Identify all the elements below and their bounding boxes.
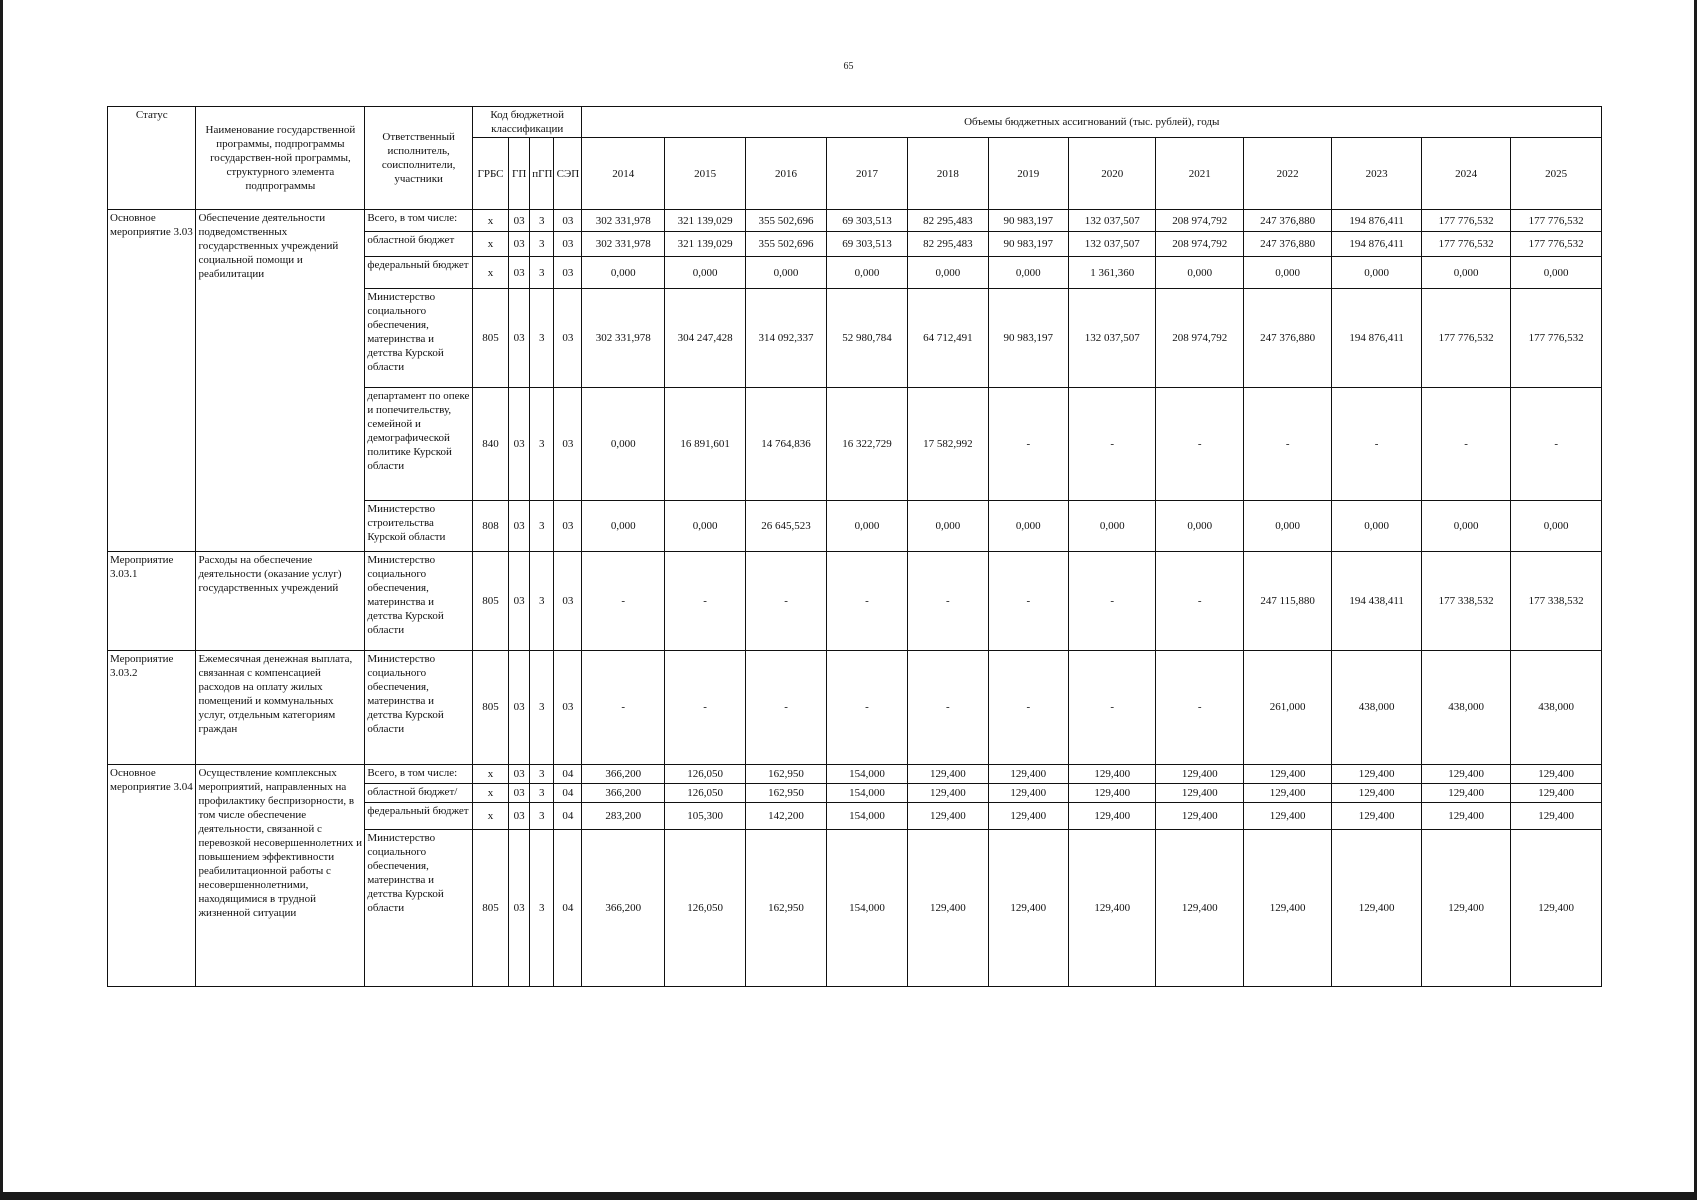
budget-value-cell: 129,400	[988, 830, 1068, 987]
budget-value-cell: -	[988, 650, 1068, 764]
budget-value-cell: 90 983,197	[988, 289, 1068, 388]
page-number: 65	[843, 61, 854, 72]
budget-value-cell: 129,400	[1069, 784, 1156, 802]
budget-value-cell: 129,400	[1243, 764, 1331, 783]
code-sep: 03	[554, 232, 582, 256]
header-year: 2021	[1156, 138, 1243, 210]
budget-value-cell: 438,000	[1511, 650, 1602, 764]
budget-value-cell: 321 139,029	[664, 210, 745, 232]
budget-value-cell: 302 331,978	[582, 210, 664, 232]
code-gp: 03	[509, 650, 530, 764]
table-row	[108, 210, 1602, 232]
row-responsible: департамент по опеке и попечительству, семейной и демографической политике Курской области	[365, 388, 473, 501]
row-responsible: федеральный бюджет	[365, 802, 473, 829]
budget-value-cell: 0,000	[1332, 501, 1421, 552]
code-pgp: 3	[530, 256, 554, 289]
header-budget-volume: Объемы бюджетных ассигнований (тыс. рублей), годы	[582, 107, 1602, 138]
code-sep: 03	[554, 289, 582, 388]
budget-value-cell: 0,000	[908, 501, 988, 552]
row-responsible: федеральный бюджет	[365, 256, 473, 289]
code-gp: 03	[509, 784, 530, 802]
row-program-name: Обеспечение деятельности подведомственных государственных учреждений социальной помощи и реабилитации	[196, 210, 365, 552]
header-budget-code: Код бюджетной классификации	[472, 107, 582, 138]
budget-value-cell: 321 139,029	[664, 232, 745, 256]
budget-value-cell: 132 037,507	[1069, 210, 1156, 232]
budget-value-cell: 69 303,513	[826, 232, 907, 256]
code-pgp: 3	[530, 388, 554, 501]
budget-value-cell: 129,400	[1332, 764, 1421, 783]
budget-value-cell: 69 303,513	[826, 210, 907, 232]
budget-value-cell: 26 645,523	[746, 501, 826, 552]
budget-value-cell: 0,000	[582, 501, 664, 552]
code-sep: 03	[554, 256, 582, 289]
budget-value-cell: -	[1069, 552, 1156, 651]
code-grbs: x	[472, 802, 508, 829]
budget-value-cell: 129,400	[1156, 830, 1243, 987]
budget-value-cell: 129,400	[1332, 830, 1421, 987]
header-code-grbs: ГРБС	[472, 138, 508, 210]
budget-value-cell: -	[988, 388, 1068, 501]
budget-value-cell: 0,000	[1156, 256, 1243, 289]
code-grbs: 808	[472, 501, 508, 552]
budget-value-cell: -	[746, 650, 826, 764]
row-status: Основное мероприятие 3.03	[108, 210, 196, 552]
budget-value-cell: 302 331,978	[582, 289, 664, 388]
budget-value-cell: -	[988, 552, 1068, 651]
code-gp: 03	[509, 501, 530, 552]
budget-value-cell: 132 037,507	[1069, 232, 1156, 256]
budget-value-cell: 129,400	[988, 784, 1068, 802]
code-sep: 03	[554, 210, 582, 232]
code-sep: 03	[554, 650, 582, 764]
code-pgp: 3	[530, 210, 554, 232]
code-sep: 03	[554, 501, 582, 552]
budget-value-cell: 0,000	[988, 501, 1068, 552]
budget-value-cell: 194 876,411	[1332, 289, 1421, 388]
budget-value-cell: 129,400	[1511, 764, 1602, 783]
budget-value-cell: 0,000	[664, 501, 745, 552]
code-grbs: x	[472, 232, 508, 256]
code-pgp: 3	[530, 289, 554, 388]
budget-value-cell: -	[908, 650, 988, 764]
budget-value-cell: 16 322,729	[826, 388, 907, 501]
budget-value-cell: 302 331,978	[582, 232, 664, 256]
budget-allocation-table	[107, 106, 1602, 987]
budget-value-cell: 64 712,491	[908, 289, 988, 388]
budget-value-cell: -	[826, 650, 907, 764]
budget-value-cell: 247 376,880	[1243, 289, 1331, 388]
code-gp: 03	[509, 289, 530, 388]
budget-value-cell: -	[1332, 388, 1421, 501]
code-sep: 04	[554, 784, 582, 802]
code-gp: 03	[509, 830, 530, 987]
budget-value-cell: 129,400	[1156, 764, 1243, 783]
budget-value-cell: 129,400	[1332, 802, 1421, 829]
budget-value-cell: 82 295,483	[908, 232, 988, 256]
budget-value-cell: 129,400	[1243, 784, 1331, 802]
row-responsible: Министерство социального обеспечения, материнства и детства Курской области	[365, 552, 473, 651]
header-year: 2024	[1421, 138, 1510, 210]
budget-value-cell: 154,000	[826, 784, 907, 802]
budget-value-cell: 0,000	[1156, 501, 1243, 552]
budget-value-cell: -	[1243, 388, 1331, 501]
budget-value-cell: 208 974,792	[1156, 289, 1243, 388]
code-pgp: 3	[530, 764, 554, 783]
budget-value-cell: 129,400	[908, 764, 988, 783]
budget-value-cell: 0,000	[1243, 256, 1331, 289]
budget-value-cell: -	[1156, 650, 1243, 764]
row-responsible: Министерство социального обеспечения, материнства и детства Курской области	[365, 830, 473, 987]
budget-value-cell: 90 983,197	[988, 232, 1068, 256]
budget-value-cell: 129,400	[1069, 830, 1156, 987]
budget-value-cell: 0,000	[746, 256, 826, 289]
budget-value-cell: 90 983,197	[988, 210, 1068, 232]
header-responsible: Ответственный исполнитель, соисполнители, участники	[365, 107, 473, 210]
budget-value-cell: -	[1421, 388, 1510, 501]
code-sep: 03	[554, 552, 582, 651]
budget-value-cell: 0,000	[1069, 501, 1156, 552]
code-grbs: 840	[472, 388, 508, 501]
header-code-gp: ГП	[509, 138, 530, 210]
code-grbs: 805	[472, 289, 508, 388]
code-grbs: x	[472, 784, 508, 802]
row-responsible: Министерство социального обеспечения, материнства и детства Курской области	[365, 289, 473, 388]
budget-value-cell: 247 376,880	[1243, 210, 1331, 232]
row-status: Мероприятие 3.03.1	[108, 552, 196, 651]
budget-value-cell: 162,950	[746, 764, 826, 783]
header-code-pgp: пГП	[530, 138, 554, 210]
budget-value-cell: 126,050	[664, 784, 745, 802]
code-sep: 04	[554, 830, 582, 987]
budget-value-cell: 366,200	[582, 784, 664, 802]
budget-value-cell: 129,400	[1421, 830, 1510, 987]
budget-value-cell: 177 338,532	[1511, 552, 1602, 651]
code-grbs: x	[472, 210, 508, 232]
budget-value-cell: 438,000	[1332, 650, 1421, 764]
budget-value-cell: 162,950	[746, 830, 826, 987]
budget-value-cell: 82 295,483	[908, 210, 988, 232]
code-gp: 03	[509, 210, 530, 232]
budget-value-cell: 52 980,784	[826, 289, 907, 388]
budget-value-cell: -	[1156, 388, 1243, 501]
code-pgp: 3	[530, 650, 554, 764]
budget-value-cell: -	[582, 650, 664, 764]
code-grbs: x	[472, 764, 508, 783]
header-year: 2023	[1332, 138, 1421, 210]
budget-value-cell: 177 776,532	[1421, 210, 1510, 232]
budget-value-cell: 129,400	[908, 802, 988, 829]
row-responsible: Министерство социального обеспечения, материнства и детства Курской области	[365, 650, 473, 764]
header-year: 2014	[582, 138, 664, 210]
row-program-name: Ежемесячная денежная выплата, связанная с компенсацией расходов на оплату жилых помещений и коммунальных услуг, отдельным категориям граждан	[196, 650, 365, 764]
budget-value-cell: 0,000	[1332, 256, 1421, 289]
code-gp: 03	[509, 256, 530, 289]
budget-value-cell: 129,400	[1421, 784, 1510, 802]
header-code-sep: СЭП	[554, 138, 582, 210]
budget-value-cell: 177 776,532	[1511, 210, 1602, 232]
budget-value-cell: 0,000	[664, 256, 745, 289]
budget-value-cell: 0,000	[582, 388, 664, 501]
code-pgp: 3	[530, 802, 554, 829]
budget-value-cell: 194 438,411	[1332, 552, 1421, 651]
row-status: Мероприятие 3.03.2	[108, 650, 196, 764]
code-grbs: x	[472, 256, 508, 289]
budget-value-cell: -	[664, 650, 745, 764]
budget-value-cell: 126,050	[664, 764, 745, 783]
code-gp: 03	[509, 388, 530, 501]
row-program-name: Расходы на обеспечение деятельности (оказание услуг) государственных учреждений	[196, 552, 365, 651]
budget-value-cell: 129,400	[1511, 830, 1602, 987]
header-year: 2016	[746, 138, 826, 210]
budget-value-cell: -	[908, 552, 988, 651]
budget-value-cell: 1 361,360	[1069, 256, 1156, 289]
budget-value-cell: 129,400	[1243, 830, 1331, 987]
budget-value-cell: 16 891,601	[664, 388, 745, 501]
budget-value-cell: 14 764,836	[746, 388, 826, 501]
table-row	[108, 764, 1602, 783]
budget-value-cell: 129,400	[1421, 802, 1510, 829]
budget-value-cell: 126,050	[664, 830, 745, 987]
budget-value-cell: 129,400	[988, 802, 1068, 829]
code-pgp: 3	[530, 784, 554, 802]
budget-value-cell: 162,950	[746, 784, 826, 802]
header-year: 2015	[664, 138, 745, 210]
budget-value-cell: 177 776,532	[1511, 232, 1602, 256]
row-program-name: Осуществление комплексных мероприятий, направленных на профилактику беспризорности, в том числе обеспечение деятельности, связанной с перевозкой несовершеннолетних и повышением эффективности реабилитационной работы с несовершеннолетними, находящимися в трудной жизненной ситуации	[196, 764, 365, 986]
budget-value-cell: 177 776,532	[1421, 289, 1510, 388]
budget-value-cell: 129,400	[1069, 802, 1156, 829]
budget-value-cell: 0,000	[1421, 501, 1510, 552]
header-year: 2022	[1243, 138, 1331, 210]
row-responsible: областной бюджет/	[365, 784, 473, 802]
budget-value-cell: 261,000	[1243, 650, 1331, 764]
budget-value-cell: 129,400	[988, 764, 1068, 783]
budget-value-cell: 314 092,337	[746, 289, 826, 388]
row-status: Основное мероприятие 3.04	[108, 764, 196, 986]
budget-value-cell: -	[1156, 552, 1243, 651]
budget-value-cell: -	[746, 552, 826, 651]
budget-value-cell: 247 376,880	[1243, 232, 1331, 256]
code-pgp: 3	[530, 232, 554, 256]
budget-value-cell: 142,200	[746, 802, 826, 829]
budget-value-cell: 129,400	[1156, 802, 1243, 829]
code-pgp: 3	[530, 552, 554, 651]
budget-value-cell: 194 876,411	[1332, 210, 1421, 232]
budget-value-cell: 17 582,992	[908, 388, 988, 501]
table-body	[108, 210, 1602, 987]
budget-value-cell: 0,000	[1511, 256, 1602, 289]
budget-value-cell: 132 037,507	[1069, 289, 1156, 388]
budget-value-cell: -	[1069, 650, 1156, 764]
budget-value-cell: 154,000	[826, 830, 907, 987]
budget-value-cell: 177 776,532	[1421, 232, 1510, 256]
code-grbs: 805	[472, 650, 508, 764]
header-year: 2025	[1511, 138, 1602, 210]
budget-value-cell: 355 502,696	[746, 210, 826, 232]
budget-value-cell: 129,400	[1069, 764, 1156, 783]
code-gp: 03	[509, 764, 530, 783]
budget-value-cell: 0,000	[988, 256, 1068, 289]
budget-value-cell: 283,200	[582, 802, 664, 829]
budget-value-cell: 129,400	[1332, 784, 1421, 802]
budget-value-cell: 366,200	[582, 830, 664, 987]
budget-value-cell: 304 247,428	[664, 289, 745, 388]
budget-value-cell: 194 876,411	[1332, 232, 1421, 256]
header-year: 2017	[826, 138, 907, 210]
budget-value-cell: 129,400	[908, 830, 988, 987]
budget-value-cell: -	[826, 552, 907, 651]
budget-value-cell: 0,000	[1511, 501, 1602, 552]
code-gp: 03	[509, 802, 530, 829]
header-year: 2019	[988, 138, 1068, 210]
budget-value-cell: 0,000	[826, 256, 907, 289]
budget-value-cell: 366,200	[582, 764, 664, 783]
budget-value-cell: 129,400	[1156, 784, 1243, 802]
table-row	[108, 650, 1602, 764]
budget-value-cell: 0,000	[826, 501, 907, 552]
row-responsible: Всего, в том числе:	[365, 764, 473, 783]
code-grbs: 805	[472, 552, 508, 651]
budget-value-cell: 208 974,792	[1156, 210, 1243, 232]
code-sep: 04	[554, 764, 582, 783]
row-responsible: Всего, в том числе:	[365, 210, 473, 232]
scan-edge-bottom	[0, 1192, 1697, 1200]
header-status: Статус	[108, 107, 196, 210]
code-pgp: 3	[530, 830, 554, 987]
budget-value-cell: 177 338,532	[1421, 552, 1510, 651]
budget-value-cell: 438,000	[1421, 650, 1510, 764]
budget-value-cell: 177 776,532	[1511, 289, 1602, 388]
code-sep: 03	[554, 388, 582, 501]
row-responsible: Министерство строительства Курской области	[365, 501, 473, 552]
header-year: 2020	[1069, 138, 1156, 210]
code-sep: 04	[554, 802, 582, 829]
code-grbs: 805	[472, 830, 508, 987]
scan-edge-left	[0, 0, 3, 1200]
budget-value-cell: -	[1069, 388, 1156, 501]
budget-value-cell: 129,400	[1421, 764, 1510, 783]
budget-value-cell: -	[1511, 388, 1602, 501]
budget-value-cell: 129,400	[1511, 802, 1602, 829]
budget-table-sheet	[107, 106, 1602, 987]
budget-value-cell: -	[582, 552, 664, 651]
budget-value-cell: 129,400	[908, 784, 988, 802]
budget-value-cell: 247 115,880	[1243, 552, 1331, 651]
budget-value-cell: 355 502,696	[746, 232, 826, 256]
budget-value-cell: 154,000	[826, 802, 907, 829]
header-year: 2018	[908, 138, 988, 210]
row-responsible: областной бюджет	[365, 232, 473, 256]
budget-value-cell: 129,400	[1511, 784, 1602, 802]
budget-value-cell: 105,300	[664, 802, 745, 829]
code-gp: 03	[509, 552, 530, 651]
budget-value-cell: 154,000	[826, 764, 907, 783]
code-gp: 03	[509, 232, 530, 256]
budget-value-cell: 0,000	[582, 256, 664, 289]
budget-value-cell: 0,000	[1243, 501, 1331, 552]
budget-value-cell: 129,400	[1243, 802, 1331, 829]
header-name: Наименование государственной программы, подпрограммы государствен-ной программы, структурного элемента подпрограммы	[196, 107, 365, 210]
budget-value-cell: 0,000	[908, 256, 988, 289]
budget-value-cell: 208 974,792	[1156, 232, 1243, 256]
budget-value-cell: -	[664, 552, 745, 651]
budget-value-cell: 0,000	[1421, 256, 1510, 289]
code-pgp: 3	[530, 501, 554, 552]
table-row	[108, 552, 1602, 651]
